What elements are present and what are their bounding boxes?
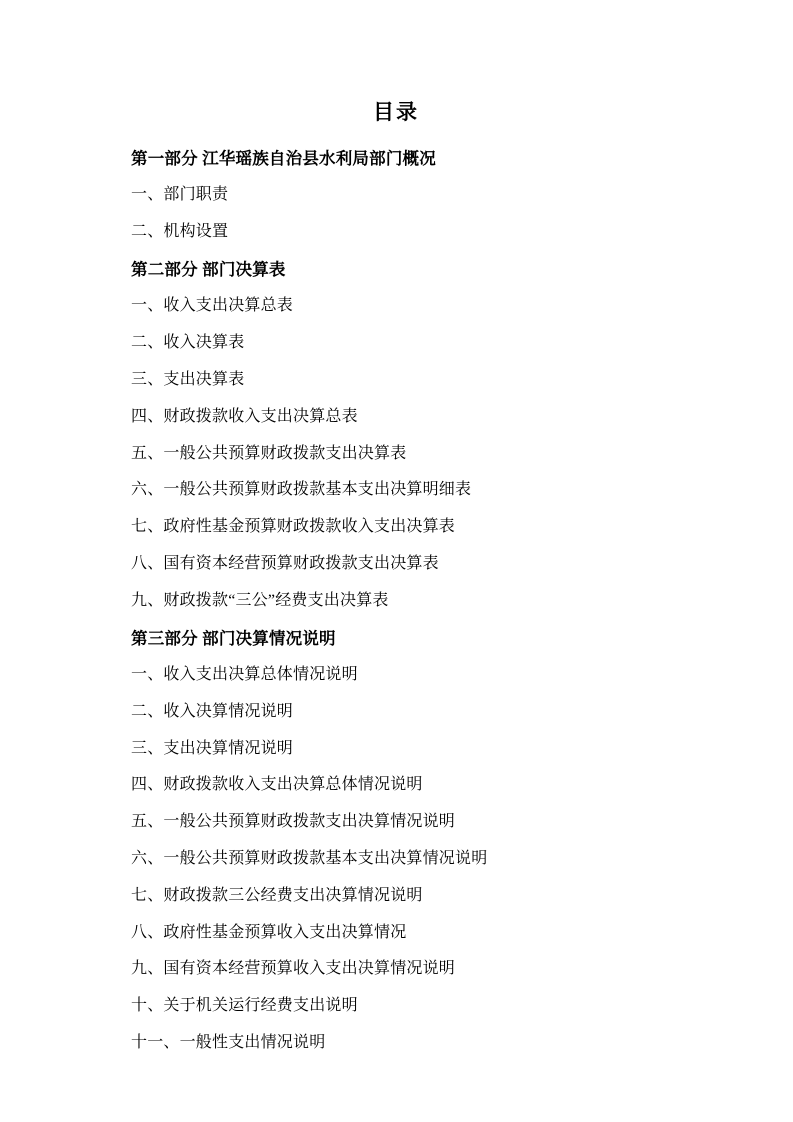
toc-entry[interactable]: 四、财政拨款收入支出决算总体情况说明 [131,776,423,794]
toc-entry[interactable]: 九、财政拨款“三公”经费支出决算表 [131,591,389,609]
toc-entry[interactable]: 九、国有资本经营预算收入支出决算情况说明 [131,960,456,978]
toc-entry[interactable]: 三、支出决算情况说明 [131,739,294,757]
toc-entry[interactable]: 八、国有资本经营预算财政拨款支出决算表 [131,555,439,573]
toc-entry[interactable]: 十一、一般性支出情况说明 [131,1034,326,1052]
toc-entry[interactable]: 一、部门职责 [131,186,229,204]
toc-entry[interactable]: 二、机构设置 [131,223,229,241]
toc-entry[interactable]: 一、收入支出决算总表 [131,297,294,315]
table-of-contents [131,96,671,1070]
section-heading: 第三部分 部门决算情况说明 [131,628,336,648]
page-title: 目录 [373,100,419,124]
toc-entry[interactable]: 五、一般公共预算财政拨款支出决算情况说明 [131,813,456,831]
toc-entry[interactable]: 八、政府性基金预算收入支出决算情况 [131,923,407,941]
toc-entry[interactable]: 三、支出决算表 [131,371,245,389]
toc-entry[interactable]: 一、收入支出决算总体情况说明 [131,666,358,684]
toc-entry[interactable]: 四、财政拨款收入支出决算总表 [131,407,358,425]
toc-entry[interactable]: 六、一般公共预算财政拨款基本支出决算情况说明 [131,850,488,868]
toc-entry[interactable]: 十、关于机关运行经费支出说明 [131,997,358,1015]
section-heading: 第二部分 部门决算表 [131,260,286,280]
toc-entry[interactable]: 五、一般公共预算财政拨款支出决算表 [131,444,407,462]
toc-entry[interactable]: 二、收入决算情况说明 [131,702,294,720]
toc-section-2 [131,259,671,612]
toc-section-3 [131,628,671,1054]
toc-section-1 [131,148,671,243]
section-heading: 第一部分 江华瑶族自治县水利局部门概况 [131,149,436,168]
toc-entry[interactable]: 七、财政拨款三公经费支出决算情况说明 [131,886,423,904]
toc-entry[interactable]: 六、一般公共预算财政拨款基本支出决算明细表 [131,481,472,499]
toc-entry[interactable]: 七、政府性基金预算财政拨款收入支出决算表 [131,518,456,536]
toc-entry[interactable]: 二、收入决算表 [131,334,245,352]
